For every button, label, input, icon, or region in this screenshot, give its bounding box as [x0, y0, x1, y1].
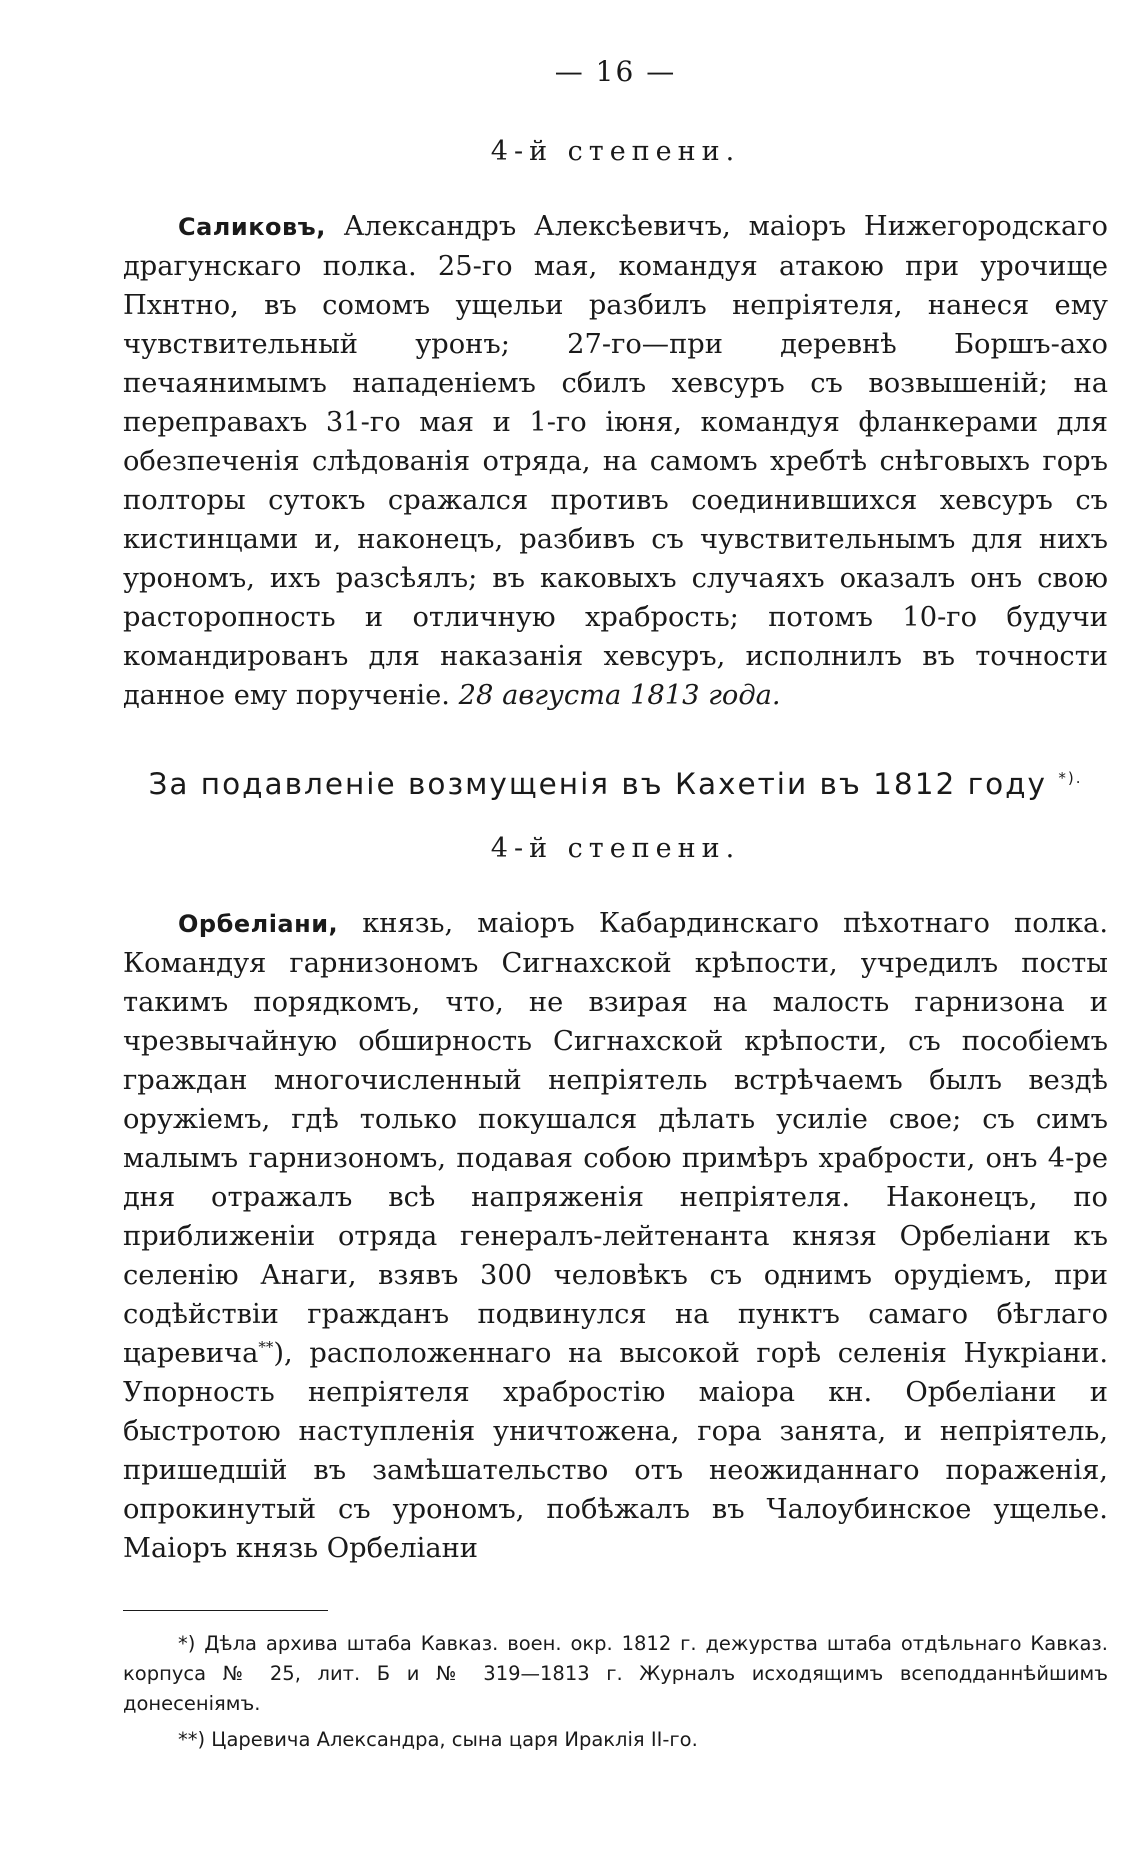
footnote-mark-title: *). [1058, 769, 1083, 788]
entry-text-orbeliani-2: ), расположеннаго на высокой горѣ селенія Нукріани. Упорность непріятеля храбростію маіора кн. Орбеліани и быстротою наступленія уничтожена, гора занята, и непріятель, пришедшій въ замѣшательство отъ неожиданнаго пораженія, опрокинутый съ урономъ, побѣжалъ въ Чалоубинское ущелье. Маіоръ князь Орбеліани [123, 1338, 1108, 1564]
entry-surname-orbeliani: Орбеліани, [178, 910, 339, 938]
footnote-2: **) Царевича Александра, сына царя Ираклія II-го. [178, 1728, 698, 1751]
footnote-divider [123, 1610, 328, 1611]
section-title-kakheti [123, 767, 1108, 801]
degree-heading-2: 4-й степени. [490, 833, 741, 864]
entry-text-salikov: Александръ Алексѣевичъ, маіоръ Нижегородскаго драгунскаго полка. 25-го мая, командуя атакою при урочище Пхнтно, въ сомомъ ущельи разбилъ непріятеля, нанеся ему чувствительный уронъ; 27-го—при деревнѣ Боршъ-ахо печаянимымъ нападеніемъ сбилъ хевсуръ съ возвышеній; на переправахъ 31-го мая и 1-го іюня, командуя фланкерами для обезпеченія слѣдованія отряда, на самомъ хребтѣ снѣговыхъ горъ полторы сутокъ сражался противъ соединившихся хевсуръ съ кистинцами и, наконецъ, разбивъ съ чувствительнымъ для нихъ урономъ, ихъ разсѣялъ; въ каковыхъ случаяхъ оказалъ онъ свою расторопность и отличную храбрость; потомъ 10-го будучи командированъ для наказанія хевсуръ, исполнилъ въ точности данное ему порученіе. [123, 211, 1108, 711]
footnote-1: *) Дѣла архива штаба Кавказ. воен. окр. 1812 г. дежурства штаба отдѣльнаго Кавказ. корпуса № 25, лит. Б и № 319—1813 г. Журналъ исходящимъ всеподданнѣйшимъ донесеніямъ. [123, 1632, 1108, 1715]
degree-heading-1: 4-й степени. [490, 136, 741, 167]
entry-text-orbeliani-1: князь, маіоръ Кабардинскаго пѣхотнаго полка. Командуя гарнизономъ Сигнахской крѣпости, учредилъ посты такимъ порядкомъ, что, не взирая на малость гарнизона и чрезвычайную обширность Сигнахской крѣпости, съ пособіемъ граждан многочисленный непріятель встрѣчаемъ былъ вездѣ оружіемъ, гдѣ только покушался дѣлать усиліе свое; съ симъ малымъ гарнизономъ, подавая собою примѣръ храбрости, онъ 4-ре дня отражалъ всѣ напряженія непріятеля. Наконецъ, по приближеніи отряда генералъ-лейтенанта князя Орбеліани къ селенію Анаги, взявъ 300 человѣкъ съ однимъ орудіемъ, при содѣйствіи гражданъ подвинулся на пунктъ самаго бѣглаго царевича [123, 908, 1108, 1369]
footnote-mark-tsarevich: ** [258, 1337, 274, 1356]
page-number: — 16 — [554, 55, 677, 88]
entry-surname-salikov: Саликовъ, [178, 213, 326, 241]
entry-salikov [123, 207, 1108, 715]
entry-date-salikov: 28 августа 1813 года. [458, 680, 781, 711]
section-title-text: За подавленіе возмущенія въ Кахетіи въ 1812 году [148, 767, 1048, 801]
document-page [123, 55, 1108, 1761]
entry-orbeliani [123, 904, 1108, 1568]
